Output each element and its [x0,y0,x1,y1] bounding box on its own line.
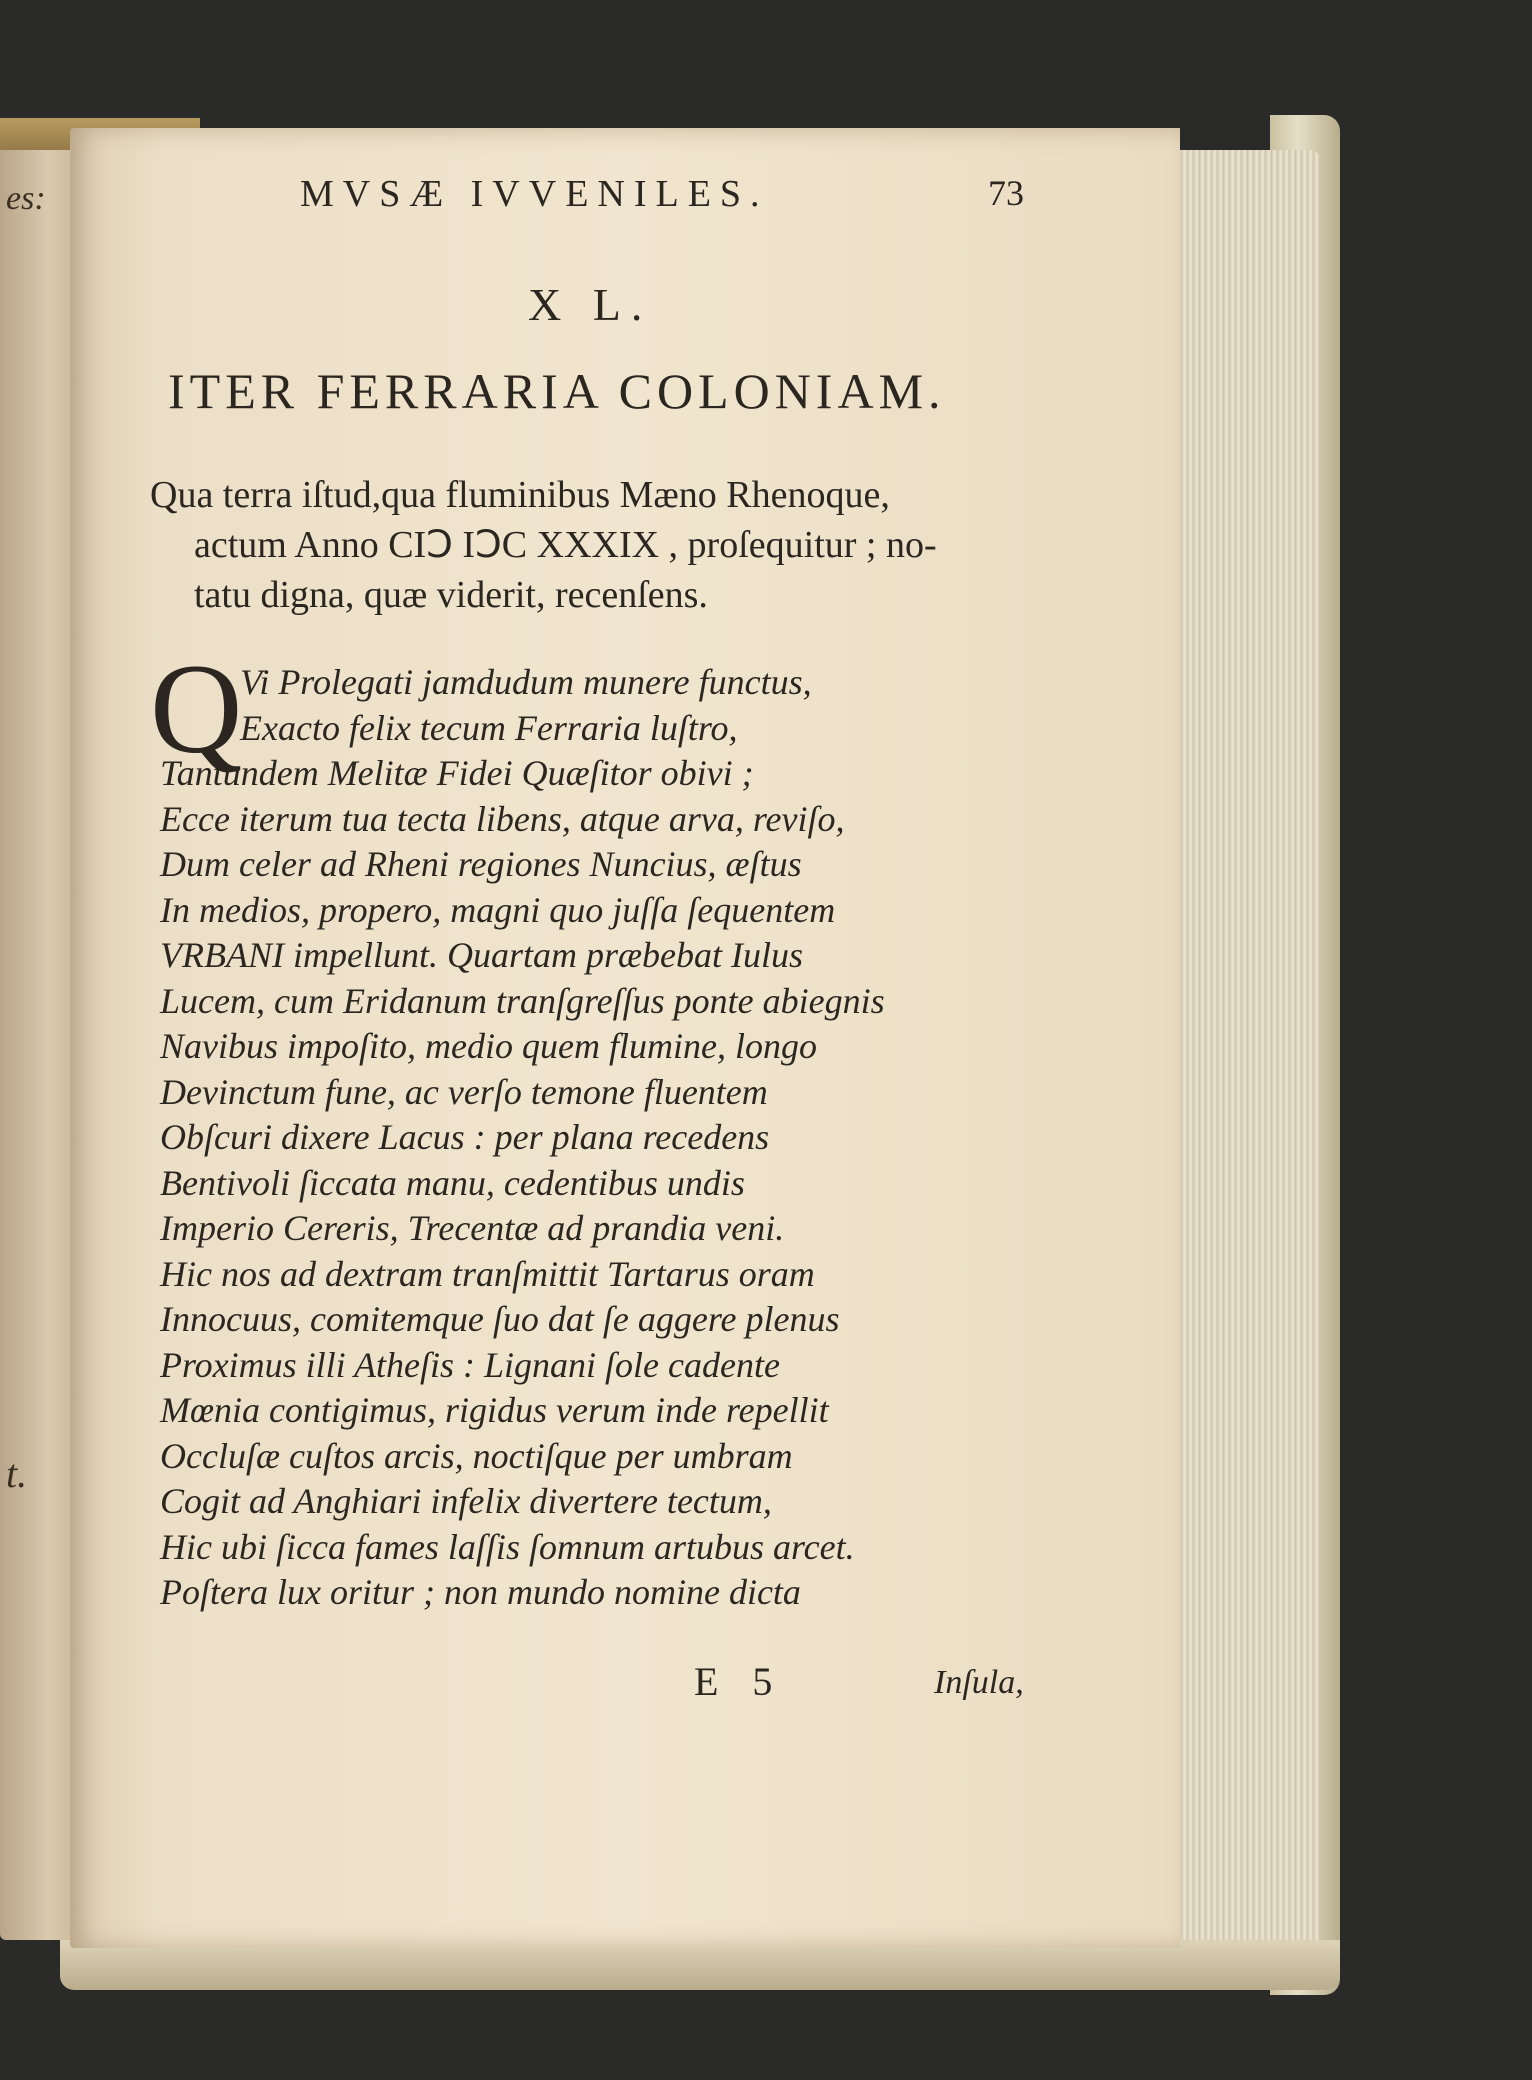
verse-line: Exacto felix tecum Ferraria luſtro, [240,707,738,748]
facing-page-fragment: es: [6,180,46,217]
poem-verses [160,660,885,1616]
verse-line: Cogit ad Anghiari infelix divertere tectum, [160,1481,772,1521]
signature-mark: E 5 [694,1659,785,1704]
verse-line: Navibus impoſito, medio quem flumine, longo [160,1026,817,1066]
verse-line: Occluſæ cuſtos arcis, noctiſque per umbram [160,1435,793,1476]
verse-line: Dum celer ad Rheni regiones Nuncius, æſtus [160,844,802,884]
verse-line: Lucem, cum Eridanum tranſgreſſus ponte abiegnis [160,980,885,1021]
verse-line: VRBANI impellunt. Quartam præbebat Iulus [160,935,803,975]
argument-line: tatu digna, quæ viderit, recenſens. [194,574,708,616]
page-edges [1170,150,1320,1950]
verse-line: Hic nos ad dextram tranſmittit Tartarus oram [160,1253,815,1294]
catchword: Inſula, [934,1664,1024,1701]
verse-line: Mœnia contigimus, rigidus verum inde repellit [160,1390,829,1430]
verse-line: Bentivoli ſiccata manu, cedentibus undis [160,1162,745,1203]
verse-line: In medios, propero, magni quo juſſa ſequentem [160,889,836,930]
verse-line: Innocuus, comitemque ſuo dat ſe aggere plenus [160,1299,840,1339]
argument-line: actum Anno CIↃ IↃC XXXIX , proſequitur ; no- [194,524,937,566]
verse-line: Devinctum fune, ac verſo temone fluentem [160,1071,768,1112]
verse-line: Poſtera lux oritur ; non mundo nomine dicta [160,1572,801,1612]
verse-line: Ecce iterum tua tecta libens, atque arva, reviſo, [160,798,845,839]
page-number: 73 [988,173,1024,213]
running-head: MVSÆ IVVENILES. [300,173,769,215]
poem-argument [150,470,1070,620]
verse-line: Vi Prolegati jamdudum munere functus, [240,662,812,702]
poem-number: X L. [528,279,653,330]
verse-line: Hic ubi ſicca fames laſſis ſomnum artubus arcet. [160,1526,855,1567]
verse-line: Tantundem Melitæ Fidei Quæſitor obivi ; [160,753,754,793]
poem-title: ITER FERRARIA COLONIAM. [168,363,946,419]
verse-line: Obſcuri dixere Lacus : per plana recedens [160,1117,770,1157]
facing-page-fragment: t. [6,1451,28,1496]
argument-line: Qua terra iſtud,qua fluminibus Mæno Rhenoque, [150,474,890,516]
verse-line: Proximus illi Atheſis : Lignani ſole cadente [160,1344,780,1385]
drop-cap: Q [150,638,243,780]
verse-line: Imperio Cereris, Trecentæ ad prandia veni. [160,1208,785,1248]
